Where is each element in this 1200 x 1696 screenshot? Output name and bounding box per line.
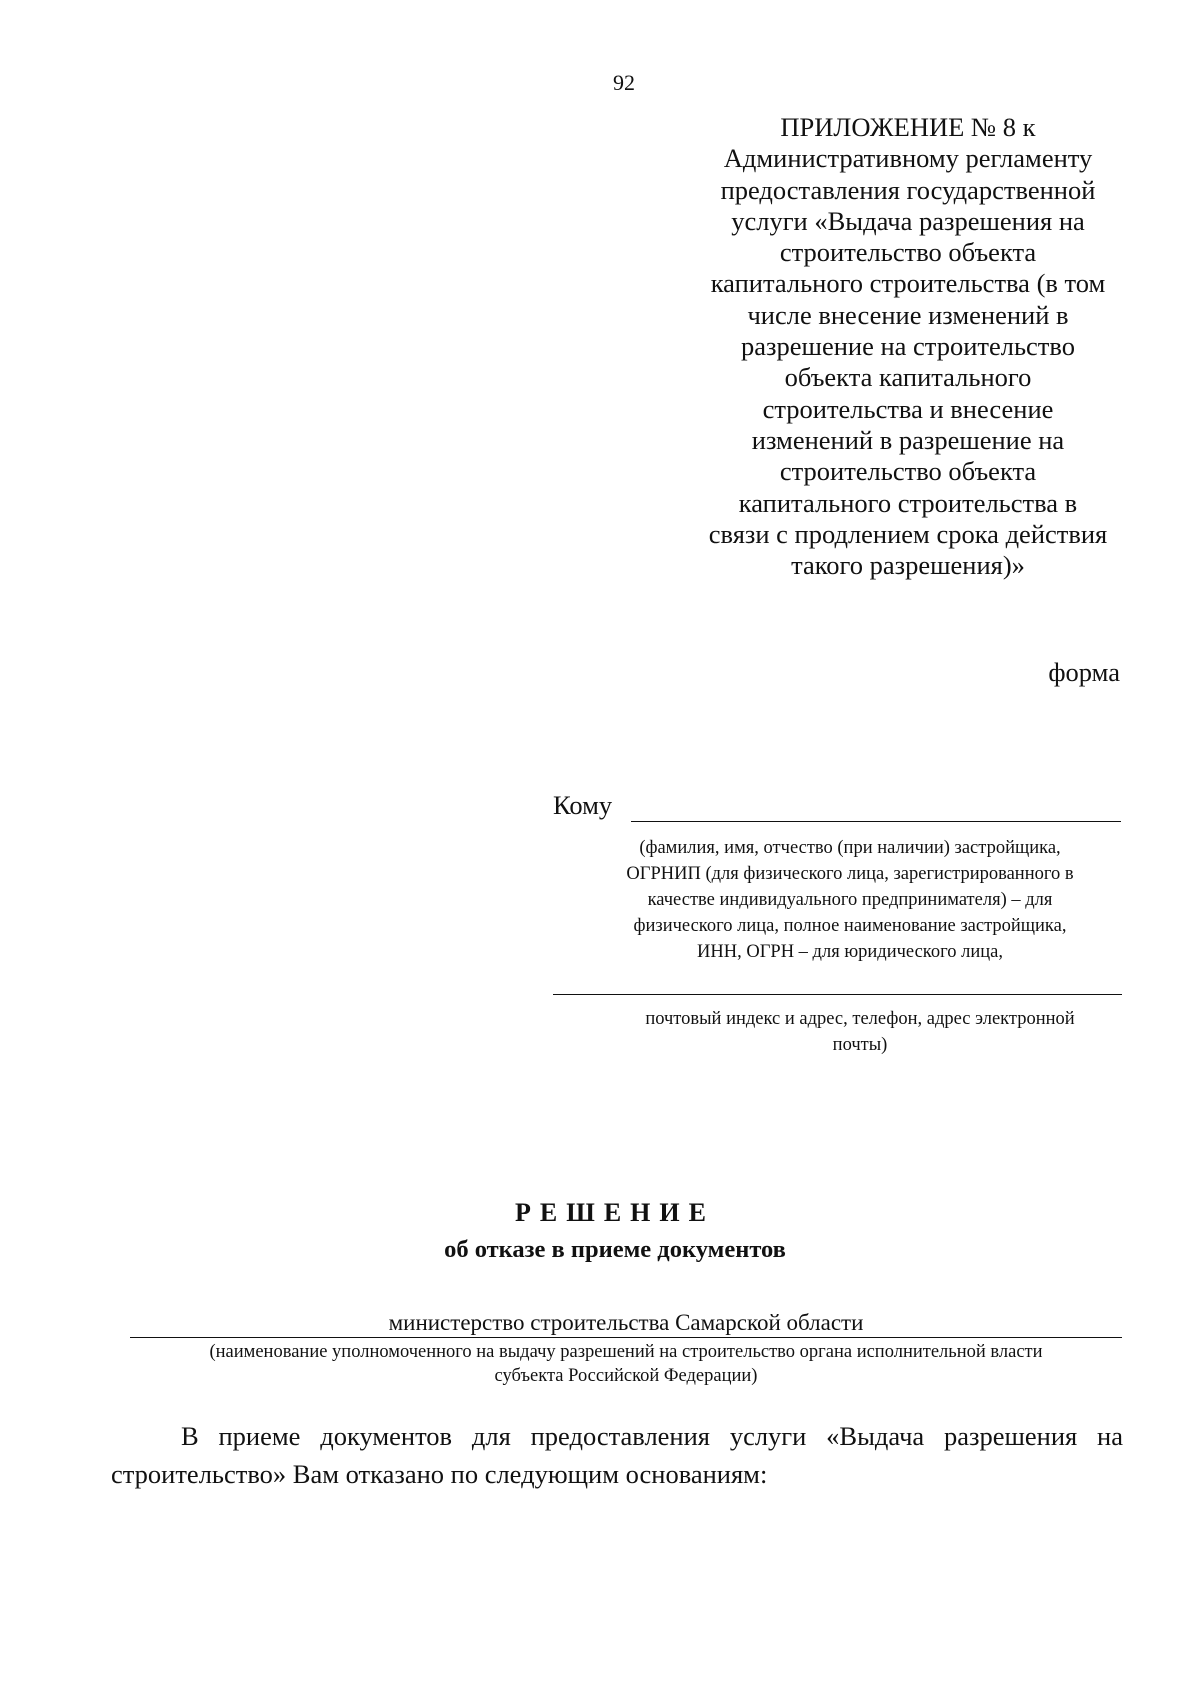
appendix-line: строительства и внесение bbox=[762, 393, 1054, 424]
appendix-header bbox=[683, 112, 1133, 581]
address-fill-line bbox=[553, 994, 1122, 995]
appendix-line: капитального строительства в bbox=[738, 487, 1078, 518]
decision-subtitle: об отказе в приеме документов bbox=[444, 1236, 786, 1263]
appendix-line: предоставления государственной bbox=[720, 174, 1096, 205]
refusal-paragraph: В приеме документов для предоставления услуги «Выдача разрешения на строительство» Вам отказано по следующим основаниям: bbox=[111, 1421, 1123, 1489]
recipient-field bbox=[553, 790, 1122, 826]
appendix-line: изменений в разрешение на bbox=[751, 424, 1065, 455]
recipient-hint-line: качестве индивидуального предпринимателя) – для bbox=[647, 890, 1053, 910]
authority-hint-line: субъекта Российской Федерации) bbox=[494, 1366, 758, 1386]
appendix-line: связи с продлением срока действия bbox=[708, 518, 1108, 549]
authority-hint-line: (наименование уполномоченного на выдачу разрешений на строительство органа исполнительной власти bbox=[209, 1342, 1043, 1362]
appendix-line: капитального строительства (в том bbox=[710, 268, 1106, 299]
address-hint-line: почты) bbox=[832, 1035, 888, 1055]
authority-hint bbox=[130, 1340, 1122, 1388]
page-number: 92 bbox=[613, 70, 635, 95]
recipient-hint-line: ИНН, ОГРН – для юридического лица, bbox=[697, 942, 1003, 962]
recipient-hint-line: (фамилия, имя, отчество (при наличии) застройщика, bbox=[639, 838, 1061, 858]
recipient-hint-line: ОГРНИП (для физического лица, зарегистрированного в bbox=[626, 864, 1074, 884]
appendix-line: разрешение на строительство bbox=[741, 331, 1075, 362]
recipient-fill-line bbox=[631, 821, 1121, 822]
appendix-title: ПРИЛОЖЕНИЕ № 8 к bbox=[780, 112, 1036, 142]
appendix-line: Административному регламенту bbox=[723, 143, 1093, 174]
appendix-line: такого разрешения)» bbox=[791, 550, 1025, 581]
decision-title: РЕШЕНИЕ bbox=[515, 1198, 715, 1227]
authority-name: министерство строительства Самарской области bbox=[388, 1310, 864, 1335]
address-hint-line: почтовый индекс и адрес, телефон, адрес электронной bbox=[645, 1009, 1075, 1029]
form-label: форма bbox=[1048, 657, 1120, 687]
appendix-line: строительство объекта bbox=[779, 456, 1037, 487]
recipient-hint-line: физического лица, полное наименование застройщика, bbox=[633, 916, 1067, 936]
address-hint bbox=[610, 1006, 1110, 1058]
appendix-line: строительство объекта bbox=[779, 237, 1037, 268]
appendix-line: объекта капитального bbox=[784, 362, 1032, 393]
authority-underline bbox=[130, 1337, 1122, 1338]
appendix-line: числе внесение изменений в bbox=[747, 299, 1069, 330]
recipient-hint bbox=[590, 835, 1110, 965]
appendix-line: услуги «Выдача разрешения на bbox=[731, 205, 1085, 236]
recipient-label: Кому bbox=[553, 790, 613, 820]
